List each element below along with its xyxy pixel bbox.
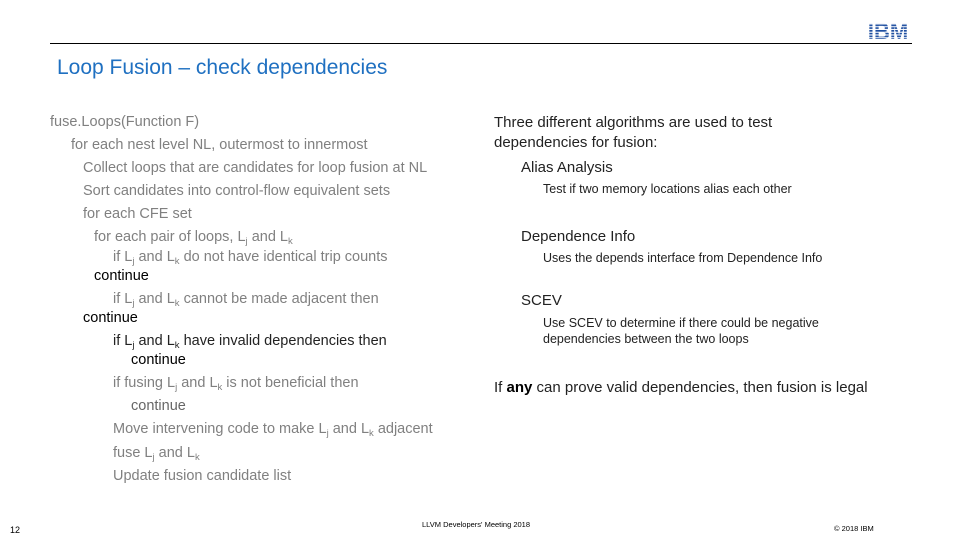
- code-line-4: Sort candidates into control-flow equivalent sets: [83, 183, 391, 199]
- code-line-16: fuse $L_j$ and $L_k$: [113, 445, 200, 463]
- code-line-13: if fusing $L_j$ and $L_k$ is not beneficial then: [113, 375, 359, 393]
- conclusion-emphasis: any: [506, 379, 533, 396]
- page-number: 12: [10, 525, 21, 535]
- code-continue-4: continue: [131, 398, 186, 414]
- algorithm-desc: Uses the depends interface from Dependence Info: [543, 251, 823, 265]
- code-continue-2: continue: [83, 310, 138, 326]
- code-line-9: if $L_j$ and $L_k$ cannot be made adjacent then: [113, 291, 379, 309]
- algorithm-desc: Test if two memory locations alias each other: [543, 182, 792, 196]
- slide-title: Loop Fusion – check dependencies: [57, 56, 388, 79]
- code-continue-3: continue: [131, 352, 186, 368]
- code-line-1: fuse.Loops(Function F): [50, 114, 200, 130]
- code-line-5: for each CFE set: [83, 206, 192, 222]
- code-line-3: Collect loops that are candidates for loop fusion at NL: [83, 160, 428, 176]
- code-continue-1: continue: [94, 268, 149, 284]
- conclusion: If any can prove valid dependencies, then fusion is legal: [494, 379, 868, 396]
- code-line-2: for each nest level NL, outermost to innermost: [71, 137, 368, 153]
- footer-event: LLVM Developers' Meeting 2018: [422, 520, 531, 529]
- footer-copyright: © 2018 IBM: [834, 524, 874, 533]
- algorithm-desc: Use SCEV to determine if there could be negative: [543, 316, 819, 330]
- code-line-6: for each pair of loops, $L_j$ and $L_k$: [94, 229, 293, 247]
- code-line-17: Update fusion candidate list: [113, 468, 292, 484]
- header-rule: [50, 43, 912, 44]
- code-line-15: Move intervening code to make $L_j$ and $L_k$ adjacent: [113, 421, 433, 439]
- code-line-11: if $L_j$ and $L_k$ have invalid dependencies then: [113, 333, 387, 351]
- ibm-logo-icon: [864, 19, 912, 41]
- algorithm-name: Dependence Info: [521, 228, 636, 245]
- lead-line-1: Three different algorithms are used to test: [494, 114, 773, 131]
- algorithm-name: SCEV: [521, 292, 562, 309]
- algorithm-desc: dependencies between the two loops: [543, 332, 749, 346]
- code-line-7: if $L_j$ and $L_k$ do not have identical trip counts: [113, 249, 388, 267]
- algorithm-name: Alias Analysis: [521, 159, 613, 176]
- lead-line-2: dependencies for fusion:: [494, 134, 658, 151]
